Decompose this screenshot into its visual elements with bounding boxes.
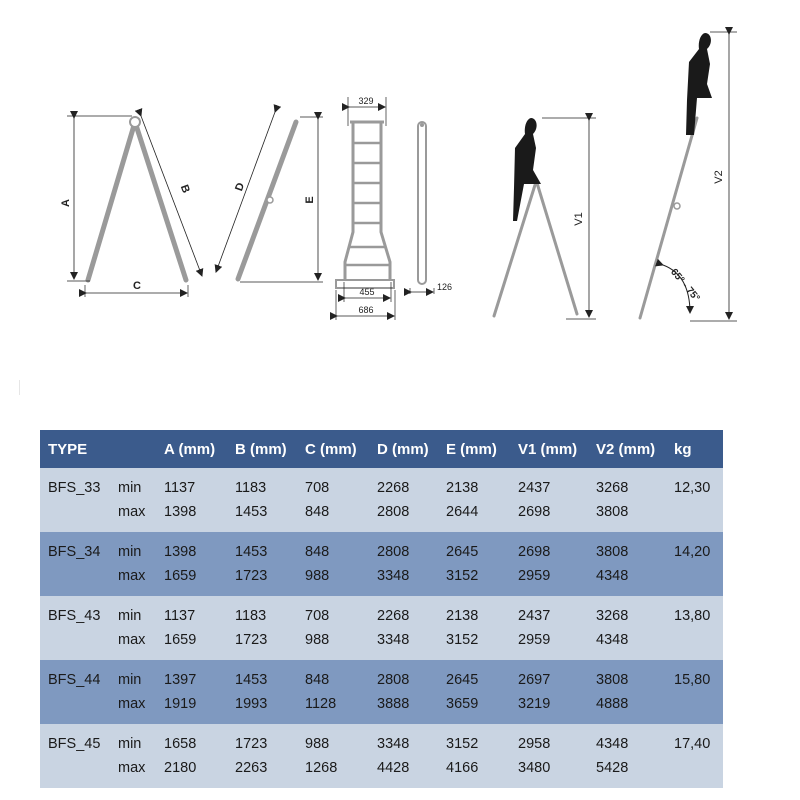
cell-v1	[518, 468, 596, 532]
cell-type	[40, 724, 118, 788]
cell-v1-value: 2698 2959	[518, 544, 551, 584]
cell-e	[446, 596, 518, 660]
cell-b	[235, 468, 305, 532]
cell-minmax	[118, 596, 164, 660]
cell-d-value: 2268 3348	[377, 608, 410, 648]
cell-b	[235, 596, 305, 660]
cell-v2	[596, 660, 674, 724]
cell-c-value: 708 988	[305, 608, 330, 648]
cell-type	[40, 660, 118, 724]
cell-v1	[518, 532, 596, 596]
cell-a-value: 1398 1659	[164, 544, 197, 584]
specifications-table	[40, 430, 723, 788]
cell-a	[164, 660, 235, 724]
label-inner-width: 455	[359, 287, 375, 297]
table-header-row	[40, 430, 723, 468]
cell-type	[40, 532, 118, 596]
cell-e-value: 2138 2644	[446, 480, 479, 520]
label-d: D	[233, 181, 248, 193]
label-v2: V2	[713, 170, 725, 184]
cell-b-value: 1723 2263	[235, 736, 268, 776]
cell-minmax	[118, 468, 164, 532]
cell-kg-value: 15,80	[674, 672, 711, 688]
cell-d	[377, 660, 446, 724]
cell-c-value: 848 988	[305, 544, 330, 584]
cell-minmax-value: min max	[118, 544, 146, 584]
cell-kg-value: 17,40	[674, 736, 711, 752]
cell-c-value: 708 848	[305, 480, 330, 520]
cell-kg	[674, 468, 723, 532]
cell-e-value: 2645 3152	[446, 544, 479, 584]
label-c: C	[133, 280, 141, 292]
cell-a-value: 1137 1398	[164, 480, 197, 520]
cell-c	[305, 468, 377, 532]
cell-v1	[518, 660, 596, 724]
cell-e	[446, 660, 518, 724]
cell-v1-value: 2958 3480	[518, 736, 551, 776]
side-view-figure	[410, 122, 452, 294]
cell-kg-value: 14,20	[674, 544, 711, 560]
table-row	[40, 660, 723, 724]
cell-v2	[596, 468, 674, 532]
cell-c	[305, 660, 377, 724]
cell-c	[305, 596, 377, 660]
header-e: E (mm)	[446, 430, 518, 468]
aframe-ladder-figure	[60, 116, 202, 297]
cell-d	[377, 596, 446, 660]
cell-a	[164, 596, 235, 660]
cell-v2	[596, 724, 674, 788]
label-angle: 65° - 75°	[668, 266, 702, 304]
cell-kg-value: 12,30	[674, 480, 711, 496]
cell-d	[377, 532, 446, 596]
table-row	[40, 468, 723, 532]
working-height-v2-figure	[640, 32, 737, 321]
table-row	[40, 596, 723, 660]
cell-a-value: 1137 1659	[164, 608, 197, 648]
cell-v1-value: 2437 2959	[518, 608, 551, 648]
cell-d-value: 2808 3888	[377, 672, 410, 712]
cell-kg-value: 13,80	[674, 608, 711, 624]
cell-e-value: 2138 3152	[446, 608, 479, 648]
cell-minmax-value: min max	[118, 672, 146, 712]
cell-v2	[596, 596, 674, 660]
cell-minmax-value: min max	[118, 736, 146, 776]
cell-v1	[518, 724, 596, 788]
cell-kg	[674, 596, 723, 660]
cell-a-value: 1658 2180	[164, 736, 197, 776]
cell-c-value: 988 1268	[305, 736, 338, 776]
label-a: A	[60, 199, 72, 207]
table-row	[40, 724, 723, 788]
folded-ladder-figure	[216, 112, 323, 282]
cell-d	[377, 468, 446, 532]
cell-type-value: BFS_44	[48, 672, 101, 688]
divider	[19, 380, 20, 395]
front-view-figure	[336, 96, 395, 320]
cell-e-value: 2645 3659	[446, 672, 479, 712]
header-a: A (mm)	[164, 430, 235, 468]
cell-c	[305, 532, 377, 596]
cell-minmax	[118, 660, 164, 724]
header-c: C (mm)	[305, 430, 377, 468]
cell-v2-value: 4348 5428	[596, 736, 629, 776]
cell-e	[446, 724, 518, 788]
cell-type-value: BFS_33	[48, 480, 101, 496]
cell-type-value: BFS_43	[48, 608, 101, 624]
cell-v1-value: 2437 2698	[518, 480, 551, 520]
label-e: E	[304, 196, 316, 204]
label-top-width: 329	[358, 96, 374, 106]
cell-v1	[518, 596, 596, 660]
cell-e-value: 3152 4166	[446, 736, 479, 776]
cell-b-value: 1183 1453	[235, 480, 268, 520]
person-silhouette-icon-2	[686, 33, 712, 135]
cell-b-value: 1183 1723	[235, 608, 268, 648]
header-b: B (mm)	[235, 430, 305, 468]
cell-minmax	[118, 724, 164, 788]
cell-kg	[674, 660, 723, 724]
header-type: TYPE	[40, 430, 118, 468]
cell-a	[164, 724, 235, 788]
cell-v2-value: 3808 4888	[596, 672, 629, 712]
cell-b	[235, 660, 305, 724]
cell-c-value: 848 1128	[305, 672, 337, 712]
cell-v2-value: 3808 4348	[596, 544, 629, 584]
header-v2: V2 (mm)	[596, 430, 674, 468]
cell-v2-value: 3268 4348	[596, 608, 629, 648]
cell-b-value: 1453 1993	[235, 672, 268, 712]
cell-kg	[674, 724, 723, 788]
cell-type	[40, 596, 118, 660]
label-depth: 126	[437, 282, 453, 292]
cell-b	[235, 724, 305, 788]
cell-d-value: 2268 2808	[377, 480, 410, 520]
cell-kg	[674, 532, 723, 596]
cell-c	[305, 724, 377, 788]
cell-a	[164, 468, 235, 532]
cell-d-value: 3348 4428	[377, 736, 410, 776]
cell-minmax	[118, 532, 164, 596]
cell-minmax-value: min max	[118, 480, 146, 520]
cell-minmax-value: min max	[118, 608, 146, 648]
label-outer-width: 686	[358, 305, 374, 315]
cell-b	[235, 532, 305, 596]
cell-a	[164, 532, 235, 596]
working-height-v1-figure	[494, 118, 596, 319]
cell-v2	[596, 532, 674, 596]
cell-a-value: 1397 1919	[164, 672, 197, 712]
cell-d-value: 2808 3348	[377, 544, 410, 584]
label-v1: V1	[573, 212, 585, 226]
header-kg: kg	[674, 430, 723, 468]
table-row	[40, 532, 723, 596]
cell-type-value: BFS_45	[48, 736, 101, 752]
cell-type	[40, 468, 118, 532]
cell-v1-value: 2697 3219	[518, 672, 551, 712]
cell-d	[377, 724, 446, 788]
cell-v2-value: 3268 3808	[596, 480, 629, 520]
cell-b-value: 1453 1723	[235, 544, 268, 584]
header-v1: V1 (mm)	[518, 430, 596, 468]
header-minmax	[118, 430, 164, 468]
header-d: D (mm)	[377, 430, 446, 468]
label-b: B	[177, 183, 192, 195]
cell-e	[446, 532, 518, 596]
cell-type-value: BFS_34	[48, 544, 101, 560]
cell-e	[446, 468, 518, 532]
